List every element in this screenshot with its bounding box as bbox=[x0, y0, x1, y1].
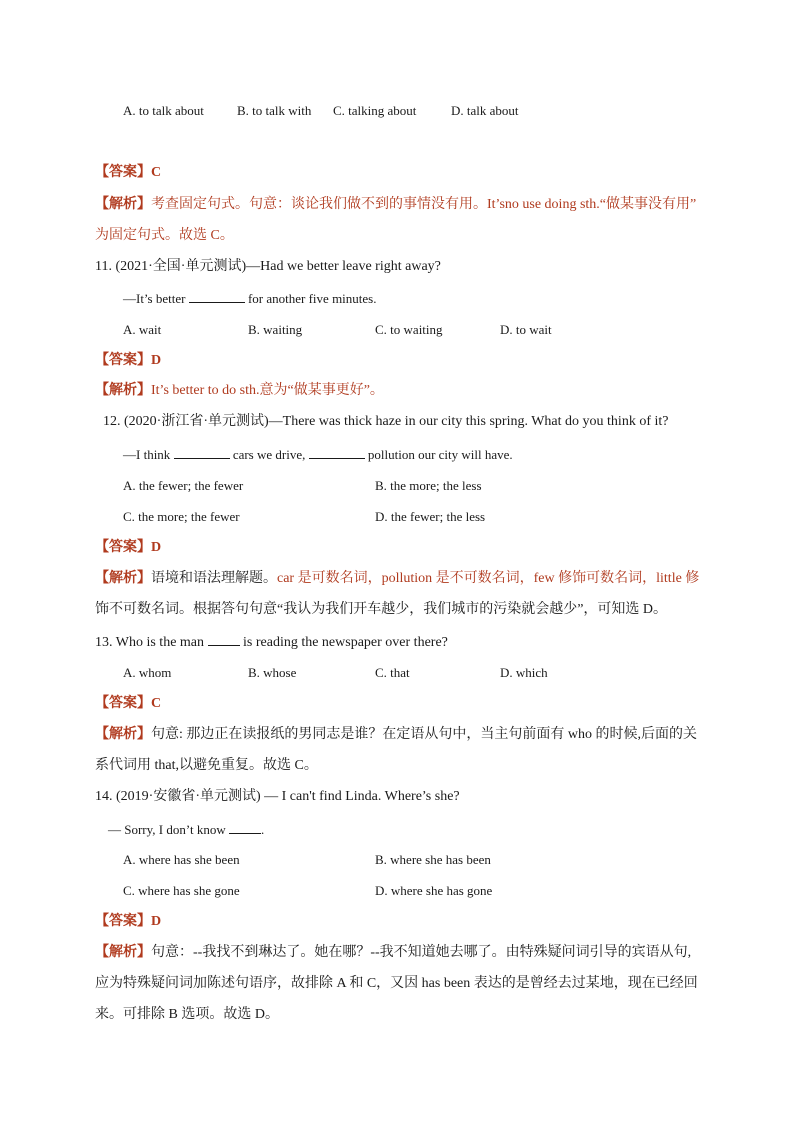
blank bbox=[189, 289, 245, 303]
blank bbox=[174, 445, 230, 459]
q14-stem: 14. (2019·安徽省·单元测试) — I can't find Linda. Where’s she? bbox=[95, 789, 460, 804]
q14-option-d: D. where she has gone bbox=[375, 883, 493, 898]
q14-explanation-line2: 应为特殊疑问词加陈述句语序，故排除 A 和 C，又因 has been 表达的是曾经去过某地，现在已经回 bbox=[95, 976, 698, 991]
q11-stem: 11. (2021·全国·单元测试)—Had we better leave right away? bbox=[95, 259, 441, 274]
q12-stem: 12. (2020·浙江省·单元测试)—There was thick haze in our city this spring. What do you think of it? bbox=[103, 414, 669, 429]
q10-option-d: D. talk about bbox=[451, 103, 519, 118]
q12-answer: 【答案】D bbox=[95, 540, 162, 555]
q13-option-b: B. whose bbox=[248, 665, 297, 680]
q13-option-a: A. whom bbox=[123, 665, 172, 680]
q14-option-b: B. where she has been bbox=[375, 852, 491, 867]
q12-stem-line2: —I think cars we drive, pollution our city will have. bbox=[123, 447, 513, 462]
blank bbox=[208, 632, 240, 646]
blank bbox=[309, 445, 365, 459]
q13-option-c: C. that bbox=[375, 665, 410, 680]
q13-stem: 13. Who is the man is reading the newspaper over there? bbox=[95, 632, 448, 652]
q12-explanation-line1: 【解析】语境和语法理解题。car 是可数名词，pollution 是不可数名词，few 修饰可数名词，little 修 bbox=[95, 571, 700, 586]
q13-explanation-line2: 系代词用 that,以避免重复。故选 C。 bbox=[95, 758, 318, 773]
q11-option-c: C. to waiting bbox=[375, 322, 443, 337]
q11-option-a: A. wait bbox=[123, 322, 162, 337]
q12-option-a: A. the fewer; the fewer bbox=[123, 478, 244, 493]
q14-option-c: C. where has she gone bbox=[123, 883, 240, 898]
q10-option-b: B. to talk with bbox=[237, 103, 312, 118]
q14-stem-line2: — Sorry, I don’t know . bbox=[108, 822, 265, 837]
q12-option-b: B. the more; the less bbox=[375, 478, 482, 493]
q10-explanation-line2: 为固定句式。故选 C。 bbox=[95, 228, 234, 243]
q14-explanation-line1: 【解析】句意：--我找不到琳达了。她在哪？--我不知道她去哪了。由特殊疑问词引导的宾语从句, bbox=[95, 945, 692, 960]
q14-option-a: A. where has she been bbox=[123, 852, 240, 867]
explain-tag: 【解析】 bbox=[95, 197, 151, 212]
answer-value: C bbox=[151, 165, 162, 180]
q11-answer: 【答案】D bbox=[95, 353, 162, 368]
q10-option-c: C. talking about bbox=[333, 103, 417, 118]
q12-explanation-line2: 饰不可数名词。根据答句句意“我认为我们开车越少，我们城市的污染就会越少”，可知选 D。 bbox=[95, 602, 668, 617]
q14-answer: 【答案】D bbox=[95, 914, 162, 929]
q11-option-b: B. waiting bbox=[248, 322, 303, 337]
q13-explanation-line1: 【解析】句意: 那边正在读报纸的男同志是谁？在定语从句中，当主句前面有 who 的时候,后面的关 bbox=[95, 727, 697, 742]
q12-option-d: D. the fewer; the less bbox=[375, 509, 486, 524]
q11-explanation: 【解析】It’s better to do sth.意为“做某事更好”。 bbox=[95, 383, 384, 398]
blank bbox=[229, 820, 261, 834]
q13-option-d: D. which bbox=[500, 665, 548, 680]
q14-explanation-line3: 来。可排除 B 选项。故选 D。 bbox=[95, 1007, 279, 1022]
q10-answer bbox=[95, 164, 161, 182]
q11-stem-line2: —It’s better for another five minutes. bbox=[123, 291, 377, 306]
q13-answer: 【答案】C bbox=[95, 696, 162, 711]
q12-option-c: C. the more; the fewer bbox=[123, 509, 240, 524]
q10-explanation-line1: 【解析】考查固定句式。句意：谈论我们做不到的事情没有用。It’sno use doing sth.“做某事没有用” bbox=[95, 197, 697, 212]
answer-tag: 【答案】 bbox=[95, 165, 151, 180]
q11-option-d: D. to wait bbox=[500, 322, 552, 337]
q10-option-a: A. to talk about bbox=[123, 103, 204, 118]
